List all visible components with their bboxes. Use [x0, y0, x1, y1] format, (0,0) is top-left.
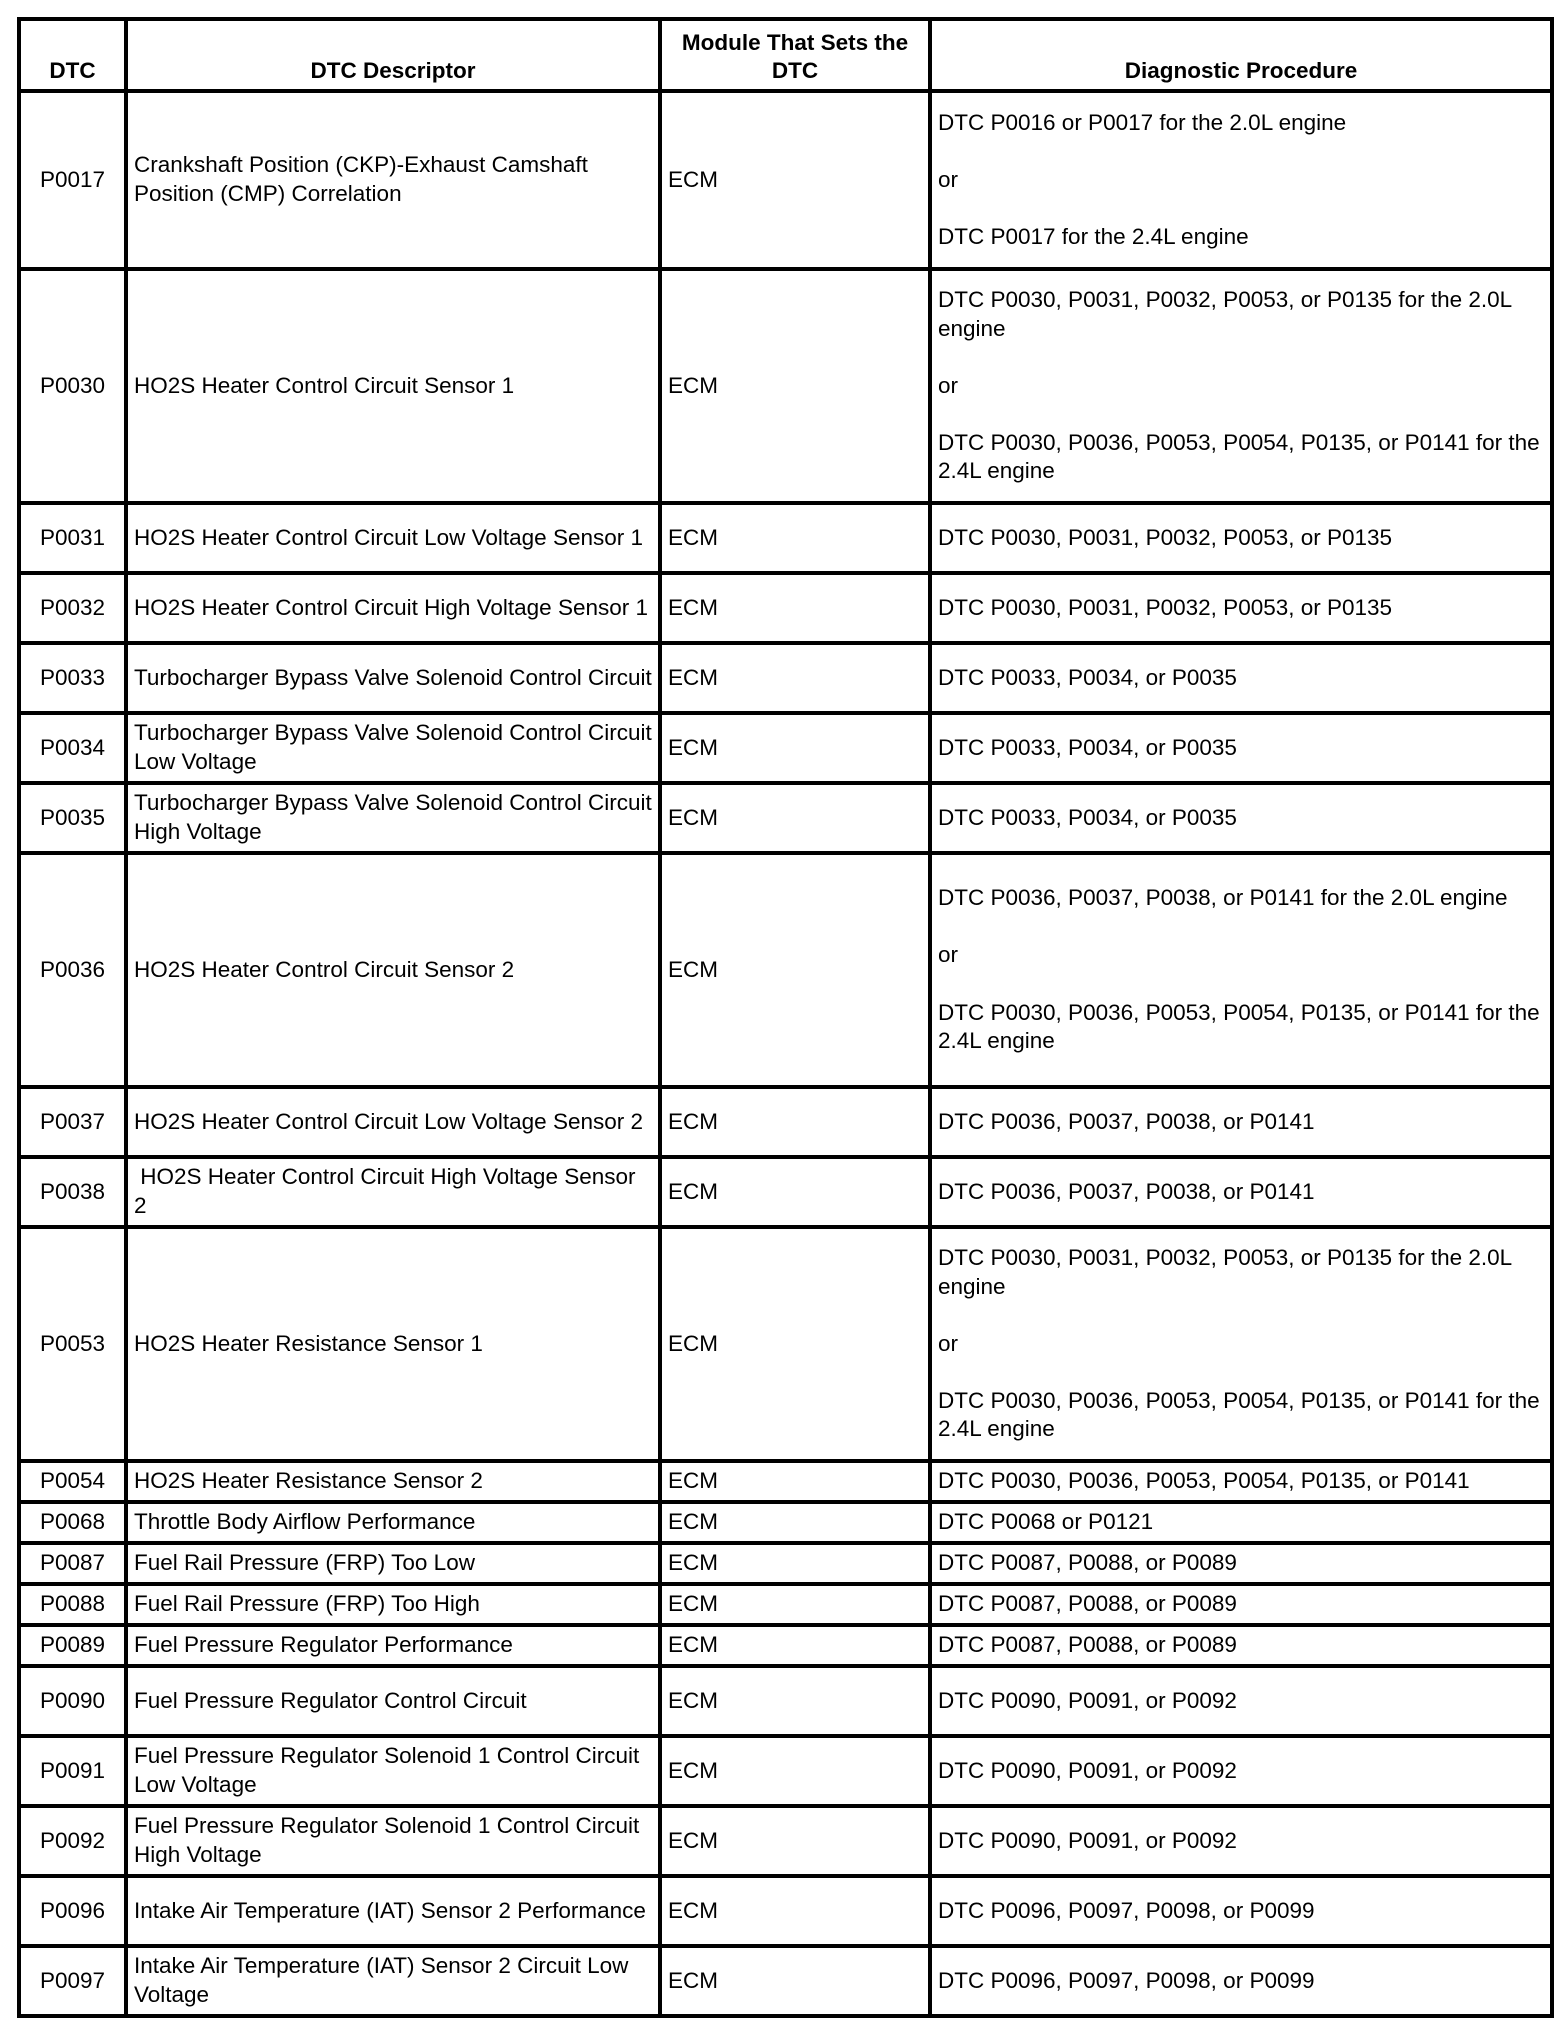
- procedure-or-text: or: [938, 942, 959, 968]
- dtc-descriptor-cell: HO2S Heater Control Circuit Sensor 2: [126, 853, 660, 1087]
- dtc-descriptor-cell: HO2S Heater Resistance Sensor 2: [126, 1461, 660, 1502]
- procedure-text: DTC P0033, P0034, or P0035: [938, 804, 1237, 830]
- diagnostic-procedure-cell: [930, 1502, 1552, 1543]
- table-row: [19, 573, 1552, 643]
- diagnostic-procedure-cell: [930, 1461, 1552, 1502]
- dtc-code-cell: P0088: [19, 1584, 126, 1625]
- module-cell: ECM: [660, 1227, 930, 1461]
- dtc-code-cell: P0068: [19, 1502, 126, 1543]
- line-spacer: [938, 137, 1544, 166]
- dtc-descriptor-cell: Fuel Rail Pressure (FRP) Too Low: [126, 1543, 660, 1584]
- module-cell: ECM: [660, 853, 930, 1087]
- dtc-code-cell: P0092: [19, 1806, 126, 1876]
- table-row: [19, 1666, 1552, 1736]
- table-row: [19, 1806, 1552, 1876]
- procedure-text: DTC P0068 or P0121: [938, 1509, 1154, 1535]
- line-spacer: [938, 400, 1544, 429]
- diagnostic-procedure-cell: [930, 1876, 1552, 1946]
- dtc-code-cell: P0097: [19, 1946, 126, 2016]
- dtc-code-cell: P0032: [19, 573, 126, 643]
- header-module: [660, 19, 930, 91]
- diagnostic-procedure-cell: [930, 1227, 1552, 1461]
- module-cell: ECM: [660, 1736, 930, 1806]
- table-row: [19, 713, 1552, 783]
- procedure-text: DTC P0030, P0031, P0032, P0053, or P0135 for the 2.0L engine: [938, 287, 1512, 341]
- dtc-code-cell: P0017: [19, 91, 126, 269]
- procedure-text: DTC P0036, P0037, P0038, or P0141: [938, 1178, 1315, 1204]
- table-row: [19, 1543, 1552, 1584]
- dtc-descriptor-cell: Fuel Pressure Regulator Solenoid 1 Control Circuit Low Voltage: [126, 1736, 660, 1806]
- procedure-text: DTC P0030, P0036, P0053, P0054, P0135, or P0141 for the 2.4L engine: [938, 1387, 1540, 1442]
- procedure-text: DTC P0016 or P0017 for the 2.0L engine: [938, 109, 1347, 135]
- dtc-descriptor-cell: HO2S Heater Control Circuit Low Voltage Sensor 1: [126, 503, 660, 573]
- table-row: [19, 1736, 1552, 1806]
- table-row: [19, 1502, 1552, 1543]
- diagnostic-procedure-cell: [930, 1087, 1552, 1157]
- diagnostic-procedure-cell: [930, 269, 1552, 503]
- dtc-descriptor-cell: Crankshaft Position (CKP)-Exhaust Camshaft Position (CMP) Correlation: [126, 91, 660, 269]
- table-row: [19, 783, 1552, 853]
- table-row: [19, 1625, 1552, 1666]
- dtc-code-cell: P0030: [19, 269, 126, 503]
- header-dtc: DTC: [19, 19, 126, 91]
- dtc-table: [17, 17, 1554, 2018]
- procedure-text: DTC P0090, P0091, or P0092: [938, 1757, 1237, 1783]
- dtc-code-cell: P0037: [19, 1087, 126, 1157]
- module-cell: ECM: [660, 91, 930, 269]
- procedure-text: DTC P0096, P0097, P0098, or P0099: [938, 1897, 1315, 1923]
- diagnostic-procedure-cell: [930, 1666, 1552, 1736]
- dtc-descriptor-cell: Turbocharger Bypass Valve Solenoid Control Circuit High Voltage: [126, 783, 660, 853]
- diagnostic-procedure-cell: [930, 1157, 1552, 1227]
- table-row: [19, 1946, 1552, 2016]
- procedure-text: DTC P0087, P0088, or P0089: [938, 1632, 1237, 1658]
- diagnostic-procedure-cell: [930, 713, 1552, 783]
- module-cell: ECM: [660, 1157, 930, 1227]
- dtc-code-cell: P0038: [19, 1157, 126, 1227]
- header-module-line1: Module That Sets the: [681, 29, 909, 55]
- dtc-descriptor-cell: Fuel Pressure Regulator Solenoid 1 Control Circuit High Voltage: [126, 1806, 660, 1876]
- procedure-text: DTC P0087, P0088, or P0089: [938, 1550, 1237, 1576]
- diagnostic-procedure-cell: [930, 573, 1552, 643]
- table-row: [19, 91, 1552, 269]
- procedure-or-text: or: [938, 372, 959, 398]
- module-cell: ECM: [660, 503, 930, 573]
- module-cell: ECM: [660, 1543, 930, 1584]
- table-row: [19, 1876, 1552, 1946]
- procedure-text: DTC P0090, P0091, or P0092: [938, 1827, 1237, 1853]
- procedure-or-text: or: [938, 1330, 959, 1356]
- procedure-text: DTC P0030, P0036, P0053, P0054, P0135, or P0141 for the 2.4L engine: [938, 999, 1540, 1054]
- procedure-text: DTC P0090, P0091, or P0092: [938, 1687, 1237, 1713]
- dtc-code-cell: P0053: [19, 1227, 126, 1461]
- module-cell: ECM: [660, 1584, 930, 1625]
- procedure-text: DTC P0030, P0031, P0032, P0053, or P0135: [938, 524, 1393, 550]
- dtc-descriptor-cell: HO2S Heater Control Circuit Low Voltage Sensor 2: [126, 1087, 660, 1157]
- procedure-text: DTC P0030, P0031, P0032, P0053, or P0135 for the 2.0L engine: [938, 1245, 1512, 1299]
- table-row: [19, 1087, 1552, 1157]
- procedure-text: DTC P0030, P0036, P0053, P0054, P0135, or P0141: [938, 1468, 1470, 1494]
- module-cell: ECM: [660, 1806, 930, 1876]
- dtc-descriptor-cell: Fuel Pressure Regulator Control Circuit: [126, 1666, 660, 1736]
- procedure-text: DTC P0030, P0031, P0032, P0053, or P0135: [938, 594, 1393, 620]
- dtc-code-cell: P0091: [19, 1736, 126, 1806]
- header-descriptor: DTC Descriptor: [126, 19, 660, 91]
- diagnostic-procedure-cell: [930, 1736, 1552, 1806]
- module-cell: ECM: [660, 783, 930, 853]
- diagnostic-procedure-cell: [930, 783, 1552, 853]
- dtc-code-cell: P0036: [19, 853, 126, 1087]
- procedure-text: DTC P0033, P0034, or P0035: [938, 734, 1237, 760]
- table-body: [19, 91, 1552, 2016]
- diagnostic-procedure-cell: [930, 643, 1552, 713]
- line-spacer: [938, 970, 1544, 999]
- procedure-text: DTC P0096, P0097, P0098, or P0099: [938, 1967, 1315, 1993]
- module-cell: ECM: [660, 1625, 930, 1666]
- line-spacer: [938, 194, 1544, 223]
- table-row: [19, 1227, 1552, 1461]
- dtc-descriptor-cell: Throttle Body Airflow Performance: [126, 1502, 660, 1543]
- module-cell: ECM: [660, 269, 930, 503]
- dtc-descriptor-cell: Fuel Pressure Regulator Performance: [126, 1625, 660, 1666]
- procedure-or-text: or: [938, 166, 959, 192]
- dtc-code-cell: P0033: [19, 643, 126, 713]
- dtc-descriptor-cell: HO2S Heater Resistance Sensor 1: [126, 1227, 660, 1461]
- table-row: [19, 503, 1552, 573]
- line-spacer: [938, 1358, 1544, 1387]
- dtc-descriptor-cell: Turbocharger Bypass Valve Solenoid Control Circuit: [126, 643, 660, 713]
- dtc-descriptor-cell: Intake Air Temperature (IAT) Sensor 2 Performance: [126, 1876, 660, 1946]
- line-spacer: [938, 1301, 1544, 1330]
- dtc-code-cell: P0054: [19, 1461, 126, 1502]
- diagnostic-procedure-cell: [930, 1543, 1552, 1584]
- line-spacer: [938, 913, 1544, 942]
- diagnostic-procedure-cell: [930, 1625, 1552, 1666]
- module-cell: ECM: [660, 573, 930, 643]
- header-procedure: Diagnostic Procedure: [930, 19, 1552, 91]
- module-cell: ECM: [660, 1876, 930, 1946]
- line-spacer: [938, 343, 1544, 372]
- module-cell: ECM: [660, 1666, 930, 1736]
- module-cell: ECM: [660, 713, 930, 783]
- dtc-descriptor-cell: HO2S Heater Control Circuit High Voltage Sensor 2: [126, 1157, 660, 1227]
- diagnostic-procedure-cell: [930, 503, 1552, 573]
- dtc-code-cell: P0034: [19, 713, 126, 783]
- table-row: [19, 853, 1552, 1087]
- header-module-line2: DTC: [771, 58, 819, 84]
- diagnostic-procedure-cell: [930, 1946, 1552, 2016]
- dtc-code-cell: P0090: [19, 1666, 126, 1736]
- procedure-text: DTC P0036, P0037, P0038, or P0141 for the 2.0L engine: [938, 885, 1508, 911]
- dtc-code-cell: P0089: [19, 1625, 126, 1666]
- dtc-code-cell: P0096: [19, 1876, 126, 1946]
- table-row: [19, 269, 1552, 503]
- procedure-text: DTC P0036, P0037, P0038, or P0141: [938, 1108, 1315, 1134]
- table-header-row: [19, 19, 1552, 91]
- procedure-text: DTC P0033, P0034, or P0035: [938, 664, 1237, 690]
- procedure-text: DTC P0017 for the 2.4L engine: [938, 223, 1249, 249]
- dtc-code-cell: P0031: [19, 503, 126, 573]
- dtc-descriptor-cell: Turbocharger Bypass Valve Solenoid Control Circuit Low Voltage: [126, 713, 660, 783]
- procedure-text: DTC P0087, P0088, or P0089: [938, 1591, 1237, 1617]
- table-row: [19, 1157, 1552, 1227]
- module-cell: ECM: [660, 1461, 930, 1502]
- diagnostic-procedure-cell: [930, 1584, 1552, 1625]
- dtc-descriptor-cell: HO2S Heater Control Circuit High Voltage Sensor 1: [126, 573, 660, 643]
- table-row: [19, 1584, 1552, 1625]
- dtc-descriptor-cell: Intake Air Temperature (IAT) Sensor 2 Circuit Low Voltage: [126, 1946, 660, 2016]
- module-cell: ECM: [660, 1087, 930, 1157]
- module-cell: ECM: [660, 1502, 930, 1543]
- dtc-code-cell: P0035: [19, 783, 126, 853]
- dtc-descriptor-cell: Fuel Rail Pressure (FRP) Too High: [126, 1584, 660, 1625]
- procedure-text: DTC P0030, P0036, P0053, P0054, P0135, or P0141 for the 2.4L engine: [938, 429, 1540, 484]
- module-cell: ECM: [660, 1946, 930, 2016]
- table-row: [19, 1461, 1552, 1502]
- diagnostic-procedure-cell: [930, 91, 1552, 269]
- module-cell: ECM: [660, 643, 930, 713]
- table-row: [19, 643, 1552, 713]
- diagnostic-procedure-cell: [930, 853, 1552, 1087]
- dtc-code-cell: P0087: [19, 1543, 126, 1584]
- diagnostic-procedure-cell: [930, 1806, 1552, 1876]
- dtc-descriptor-cell: HO2S Heater Control Circuit Sensor 1: [126, 269, 660, 503]
